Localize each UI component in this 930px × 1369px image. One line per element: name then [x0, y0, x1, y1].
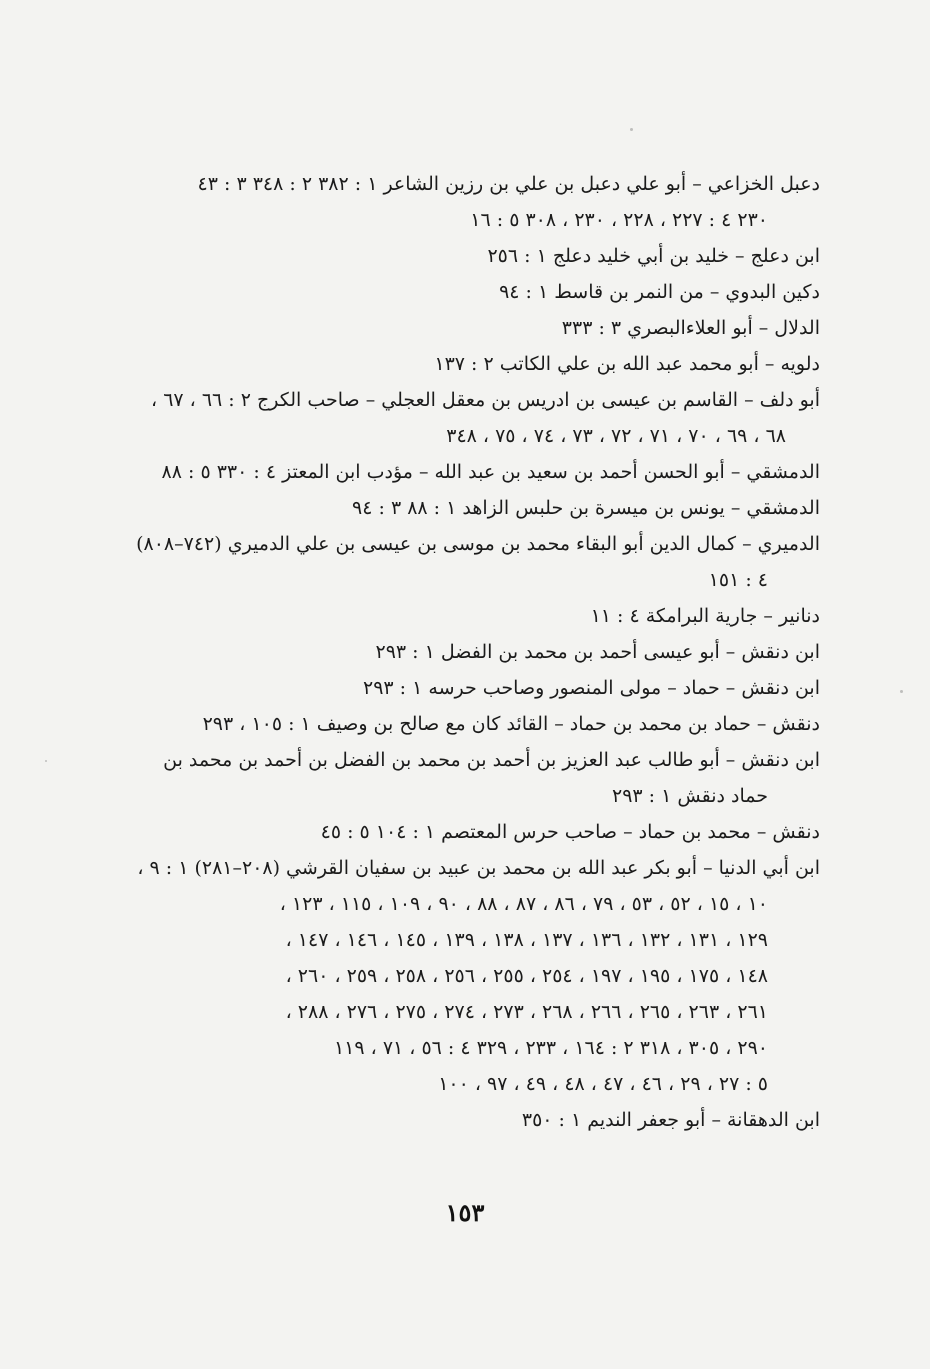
index-entries: [136, 166, 820, 1138]
index-entry-line: دنقش – حماد بن محمد بن حماد – القائد كان مع صالح بن وصيف ١ : ١٠٥ ، ٢٩٣: [202, 713, 820, 735]
index-entry-line: الدمشقي – يونس بن ميسرة بن حلبس الزاهد ١ : ٨٨ ٣ : ٩٤: [352, 497, 820, 519]
index-entry-line: دنانير – جارية البرامكة ٤ : ١١: [590, 605, 820, 627]
index-entry-line: ٦٨ ، ٦٩ ، ٧٠ ، ٧١ ، ٧٢ ، ٧٣ ، ٧٤ ، ٧٥ ، ٣٤٨: [446, 425, 786, 447]
index-entry-line: ٥ : ٢٧ ، ٢٩ ، ٤٦ ، ٤٧ ، ٤٨ ، ٤٩ ، ٩٧ ، ١٠٠: [438, 1073, 768, 1095]
index-entry-line: ٢٣٠ ٤ : ٢٢٧ ، ٢٢٨ ، ٢٣٠ ، ٣٠٨ ٥ : ١٦: [470, 209, 768, 231]
scan-speck: [900, 690, 903, 693]
index-entry-line: أبو دلف – القاسم بن عيسى بن ادريس بن معقل العجلي – صاحب الكرج ٢ : ٦٦ ، ٦٧ ،: [151, 389, 820, 411]
index-entry-line: ١٤٨ ، ١٧٥ ، ١٩٥ ، ١٩٧ ، ٢٥٤ ، ٢٥٥ ، ٢٥٦ ، ٢٥٨ ، ٢٥٩ ، ٢٦٠ ،: [285, 965, 768, 987]
index-entry-line: دنقش – محمد بن حماد – صاحب حرس المعتصم ١ : ١٠٤ ٥ : ٤٥: [320, 821, 820, 843]
index-entry-line: حماد دنقش ١ : ٢٩٣: [612, 785, 768, 807]
index-entry-line: ابن دنقش – أبو طالب عبد العزيز بن أحمد بن محمد بن الفضل بن أحمد بن محمد بن: [163, 749, 820, 771]
scan-speck: [45, 760, 47, 762]
index-entry-line: الدمشقي – أبو الحسن أحمد بن سعيد بن عبد الله – مؤدب ابن المعتز ٤ : ٣٣٠ ٥ : ٨٨: [161, 461, 820, 483]
index-entry-line: ابن أبي الدنيا – أبو بكر عبد الله بن محمد بن عبيد بن سفيان القرشي (٢٠٨–٢٨١) ١ : ٩ ،: [137, 857, 820, 879]
index-entry-line: ابن دعلج – خليد بن أبي خليد دعلج ١ : ٢٥٦: [487, 245, 820, 267]
index-entry-line: ابن دنقش – حماد – مولى المنصور وصاحب حرسه ١ : ٢٩٣: [363, 677, 820, 699]
index-entry-line: ٤ : ١٥١: [708, 569, 768, 591]
index-entry-line: دلويه – أبو محمد عبد الله بن علي الكاتب ٢ : ١٣٧: [434, 353, 820, 375]
index-entry-line: ابن الدهقانة – أبو جعفر النديم ١ : ٣٥٠: [521, 1109, 820, 1131]
page-number: ١٥٣: [445, 1198, 485, 1227]
index-entry-line: دكين البدوي – من النمر بن قاسط ١ : ٩٤: [499, 281, 820, 303]
index-entry-line: ٢٦١ ، ٢٦٣ ، ٢٦٥ ، ٢٦٦ ، ٢٦٨ ، ٢٧٣ ، ٢٧٤ ، ٢٧٥ ، ٢٧٦ ، ٢٨٨ ،: [285, 1001, 768, 1023]
index-entry-line: ١٠ ، ١٥ ، ٥٢ ، ٥٣ ، ٧٩ ، ٨٦ ، ٨٧ ، ٨٨ ، ٩٠ ، ١٠٩ ، ١١٥ ، ١٢٣ ،: [279, 893, 768, 915]
index-entry-line: الدلال – أبو العلاءالبصري ٣ : ٣٣٣: [561, 317, 820, 339]
index-entry-line: ١٢٩ ، ١٣١ ، ١٣٢ ، ١٣٦ ، ١٣٧ ، ١٣٨ ، ١٣٩ ، ١٤٥ ، ١٤٦ ، ١٤٧ ،: [285, 929, 768, 951]
index-entry-line: الدميري – كمال الدين أبو البقاء محمد بن موسى بن عيسى بن علي الدميري (٧٤٢–٨٠٨): [136, 533, 820, 555]
index-entry-line: ابن دنقش – أبو عيسى أحمد بن محمد بن الفضل ١ : ٢٩٣: [375, 641, 820, 663]
scan-speck: [630, 128, 633, 131]
index-entry-line: دعبل الخزاعي – أبو علي دعبل بن علي بن رزين الشاعر ١ : ٣٨٢ ٢ : ٣٤٨ ٣ : ٤٣: [197, 173, 820, 195]
index-entry-line: ٢٩٠ ، ٣٠٥ ، ٣١٨ ٢ : ١٦٤ ، ٢٣٣ ، ٣٢٩ ٤ : ٥٦ ، ٧١ ، ١١٩: [333, 1037, 768, 1059]
